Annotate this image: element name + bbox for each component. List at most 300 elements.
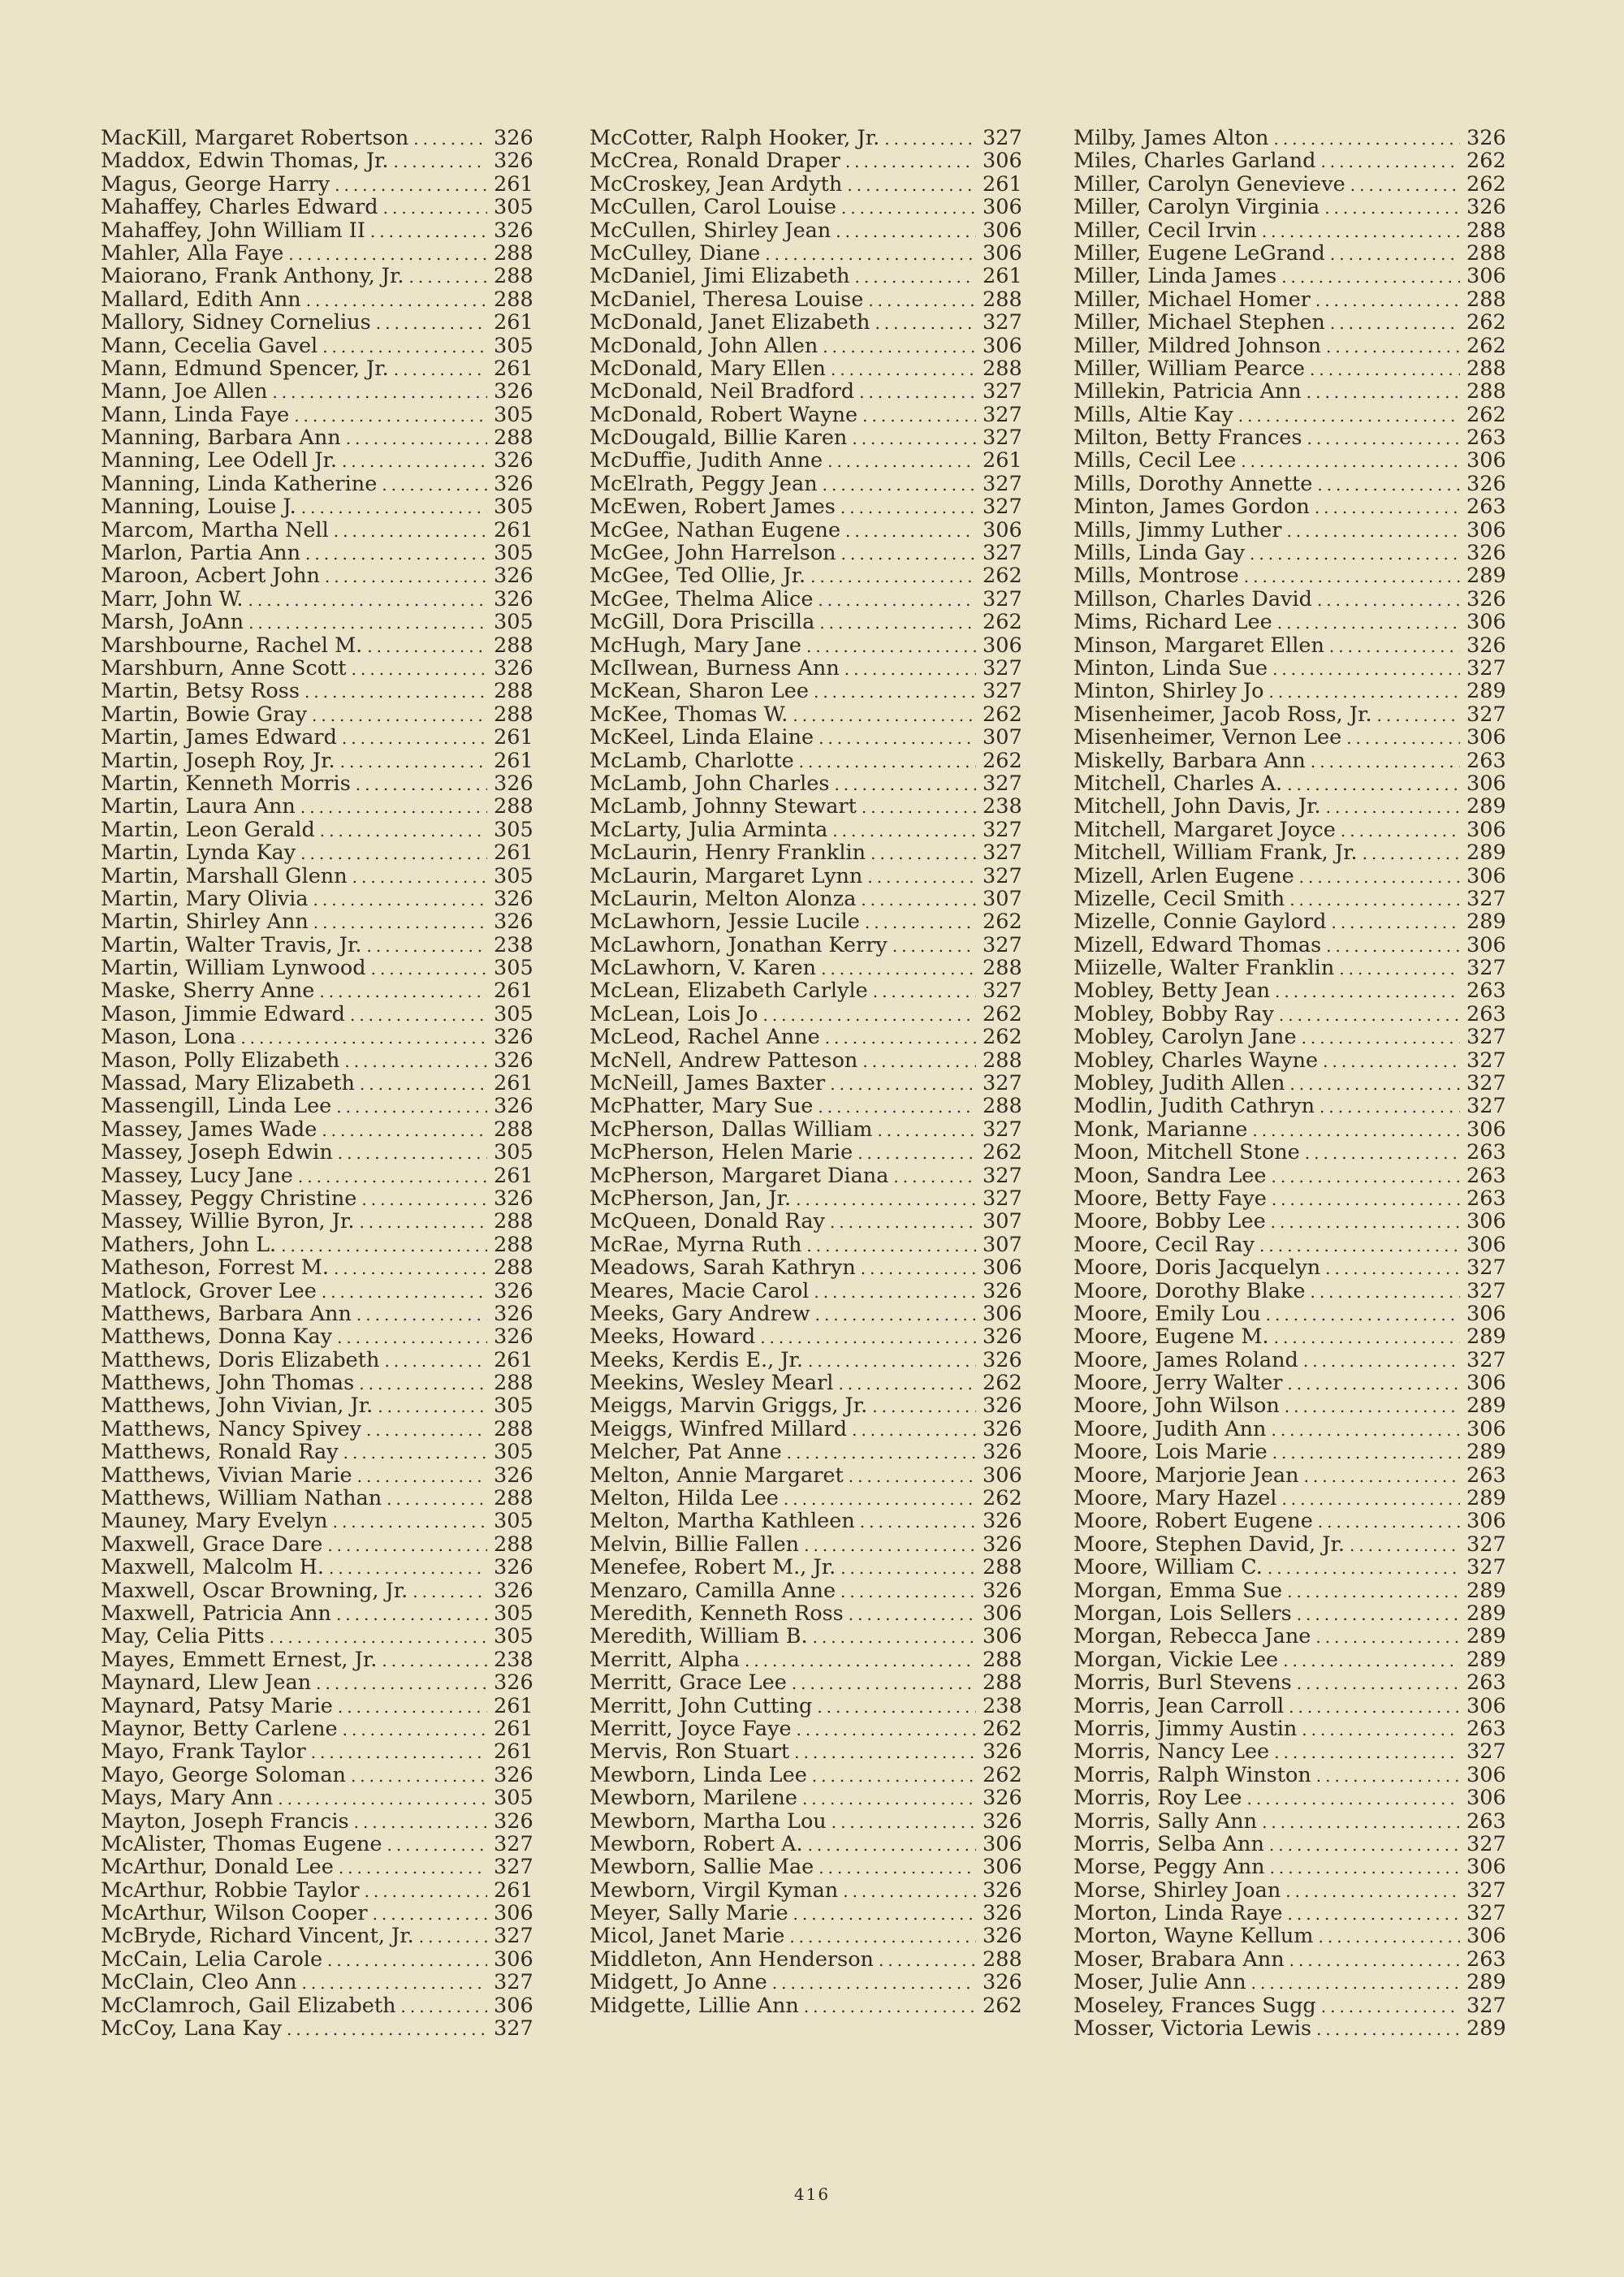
entry-name: Moser, Julie Ann	[1073, 1970, 1246, 1995]
dot-leader	[384, 1350, 487, 1372]
entry-page: 326	[983, 1877, 1022, 1903]
dot-leader	[335, 174, 487, 197]
entry-name: Mann, Cecelia Gavel	[101, 333, 318, 358]
index-entry	[590, 1325, 1021, 1348]
entry-name: Martin, Marshall Glenn	[101, 863, 348, 888]
index-entry	[590, 1925, 1021, 1947]
index-entry	[101, 404, 533, 426]
entry-name: Meyer, Sally Marie	[590, 1901, 788, 1926]
index-entry	[1073, 265, 1505, 287]
entry-page: 289	[1466, 1647, 1506, 1672]
dot-leader	[859, 381, 976, 404]
entry-name: Morton, Linda Raye	[1073, 1901, 1283, 1926]
entry-name: McDuffie, Judith Anne	[590, 448, 823, 473]
entry-name: Miller, Mildred Johnson	[1073, 333, 1322, 358]
entry-name: McDaniel, Theresa Louise	[590, 287, 864, 312]
dot-leader	[812, 1765, 976, 1787]
index-entry	[101, 1487, 533, 1510]
entry-page: 262	[983, 564, 1022, 589]
entry-name: McKean, Sharon Lee	[590, 679, 809, 704]
entry-page: 288	[494, 1209, 533, 1234]
entry-page: 289	[1466, 1486, 1506, 1511]
entry-name: McLamb, Johnny Stewart	[590, 794, 857, 819]
entry-page: 288	[983, 1555, 1022, 1580]
dot-leader	[1325, 1257, 1460, 1280]
entry-page: 326	[1466, 586, 1506, 611]
entry-page: 306	[983, 333, 1022, 358]
entry-name: Mayton, Joseph Francis	[101, 1808, 349, 1834]
entry-page: 261	[494, 1739, 533, 1765]
dot-leader	[789, 1925, 976, 1948]
index-entry	[590, 1856, 1021, 1878]
entry-page: 327	[1466, 1831, 1506, 1856]
entry-page: 306	[983, 1255, 1022, 1281]
dot-leader	[373, 1903, 487, 1925]
entry-name: Maiorano, Frank Anthony, Jr.	[101, 264, 404, 289]
entry-page: 326	[494, 1301, 533, 1326]
entry-name: Martin, Bowie Gray	[101, 702, 307, 727]
dot-leader	[366, 1419, 487, 1441]
index-entry	[1073, 380, 1505, 403]
entry-page: 263	[1466, 1163, 1506, 1188]
entry-name: McDonald, Mary Ellen	[590, 356, 826, 381]
dot-leader	[875, 312, 976, 335]
entry-name: Martin, Betsy Ross	[101, 679, 300, 704]
dot-leader	[287, 2018, 487, 2041]
dot-leader	[793, 704, 976, 727]
dot-leader	[834, 773, 976, 796]
entry-name: McCullen, Shirley Jean	[590, 218, 831, 243]
entry-name: Modlin, Judith Cathryn	[1073, 1094, 1315, 1119]
dot-leader	[831, 1811, 976, 1834]
dot-leader	[383, 197, 487, 219]
dot-leader	[796, 1188, 976, 1211]
entry-page: 326	[494, 1808, 533, 1834]
dot-leader	[1281, 1488, 1460, 1510]
entry-name: Mitchell, William Frank, Jr.	[1073, 840, 1358, 866]
entry-page: 307	[983, 725, 1022, 750]
dot-leader	[394, 358, 487, 381]
dot-leader	[857, 1142, 976, 1164]
index-entry	[101, 473, 533, 495]
index-entry	[101, 1026, 533, 1048]
entry-page: 327	[1466, 1877, 1506, 1903]
entry-name: McLean, Elizabeth Carlyle	[590, 979, 868, 1004]
dot-leader	[1299, 866, 1460, 888]
index-entry	[590, 865, 1021, 888]
index-entry	[101, 1602, 533, 1625]
index-column-3	[1073, 127, 1505, 2040]
dot-leader	[818, 1095, 976, 1118]
entry-name: Matthews, Ronald Ray	[101, 1440, 339, 1465]
dot-leader	[1269, 681, 1461, 703]
entry-page: 326	[494, 1762, 533, 1787]
entry-name: Matthews, William Nathan	[101, 1486, 382, 1511]
entry-page: 261	[494, 1163, 533, 1188]
dot-leader	[333, 1510, 487, 1533]
entry-page: 289	[1466, 679, 1506, 704]
dot-leader	[841, 197, 976, 219]
dot-leader	[849, 1603, 976, 1626]
dot-leader	[340, 750, 487, 773]
entry-page: 306	[1466, 610, 1506, 635]
dot-leader	[1304, 1465, 1460, 1488]
index-entry	[1073, 910, 1505, 933]
entry-page: 306	[1466, 817, 1506, 842]
dot-leader	[843, 1880, 976, 1903]
entry-page: 326	[983, 1970, 1022, 1995]
dot-leader	[1315, 496, 1460, 519]
entry-page: 306	[1466, 1693, 1506, 1718]
index-entry	[101, 1971, 533, 1994]
entry-name: McRae, Myrna Ruth	[590, 1232, 802, 1257]
index-entry	[1073, 1072, 1505, 1095]
dot-leader	[394, 150, 487, 173]
index-entry	[1073, 680, 1505, 702]
dot-leader	[1275, 980, 1460, 1003]
dot-leader	[378, 1395, 487, 1418]
index-entry	[1073, 1579, 1505, 1602]
entry-name: Mewborn, Linda Lee	[590, 1762, 807, 1787]
entry-page: 306	[1466, 1301, 1506, 1326]
dot-leader	[1272, 658, 1460, 681]
entry-name: Melcher, Pat Anne	[590, 1440, 782, 1465]
dot-leader	[270, 1626, 487, 1648]
entry-page: 326	[983, 1440, 1022, 1465]
entry-page: 263	[1466, 1463, 1506, 1488]
dot-leader	[1323, 1050, 1460, 1073]
dot-leader	[1251, 1972, 1460, 1994]
index-entry	[101, 703, 533, 726]
entry-page: 263	[1466, 979, 1506, 1004]
dot-leader	[861, 888, 976, 911]
dot-leader	[1350, 174, 1460, 197]
entry-name: Melton, Annie Margaret	[590, 1463, 844, 1488]
index-entry	[1073, 219, 1505, 242]
entry-page: 326	[983, 1393, 1022, 1419]
index-entry	[101, 634, 533, 657]
entry-name: Miller, Eugene LeGrand	[1073, 240, 1325, 266]
dot-leader	[862, 796, 976, 819]
dot-leader	[879, 1949, 976, 1972]
entry-name: Marcom, Martha Nell	[101, 517, 329, 542]
index-entry	[1073, 1141, 1505, 1164]
dot-leader	[1272, 1188, 1460, 1211]
dot-leader	[1272, 1441, 1460, 1464]
entry-page: 306	[983, 1831, 1022, 1856]
dot-leader	[316, 1672, 487, 1695]
index-entry	[1073, 1533, 1505, 1556]
dot-leader	[1307, 381, 1460, 404]
dot-leader	[354, 1811, 487, 1834]
dot-leader	[376, 312, 487, 335]
index-entry	[590, 726, 1021, 749]
entry-page: 263	[1466, 1670, 1506, 1696]
index-entry	[101, 1810, 533, 1833]
entry-page: 288	[983, 287, 1022, 312]
entry-name: Martin, Mary Olivia	[101, 886, 309, 911]
entry-page: 289	[1466, 1324, 1506, 1350]
entry-name: Miles, Charles Garland	[1073, 149, 1316, 174]
index-entry	[590, 519, 1021, 542]
dot-leader	[1326, 935, 1460, 957]
entry-page: 289	[1466, 840, 1506, 866]
entry-name: McBryde, Richard Vincent, Jr.	[101, 1924, 414, 1949]
entry-name: Massad, Mary Elizabeth	[101, 1071, 355, 1096]
entry-page: 326	[983, 1532, 1022, 1557]
dot-leader	[794, 1741, 976, 1764]
entry-name: Middleton, Ann Henderson	[590, 1946, 874, 1972]
index-entry	[101, 495, 533, 518]
index-entry	[590, 795, 1021, 818]
index-entry	[1073, 1303, 1505, 1325]
dot-leader	[1288, 1903, 1460, 1925]
entry-name: Mallory, Sidney Cornelius	[101, 310, 371, 335]
entry-page: 289	[1466, 564, 1506, 589]
dot-leader	[1302, 1718, 1460, 1741]
entry-page: 327	[1466, 956, 1506, 981]
dot-leader	[342, 450, 487, 473]
entry-name: Mizelle, Cecil Smith	[1073, 886, 1285, 911]
entry-page: 288	[494, 264, 533, 289]
entry-name: Mann, Joe Allen	[101, 379, 268, 404]
index-entry	[1073, 1556, 1505, 1579]
dot-leader	[1331, 911, 1460, 934]
entry-name: Morgan, Vickie Lee	[1073, 1647, 1279, 1672]
dot-leader	[845, 150, 976, 173]
dot-leader	[852, 1419, 976, 1441]
entry-page: 288	[983, 1094, 1022, 1119]
entry-page: 307	[983, 1209, 1022, 1234]
entry-page: 263	[1466, 1808, 1506, 1834]
index-entry	[590, 1533, 1021, 1556]
entry-name: McDaniel, Jimi Elizabeth	[590, 264, 850, 289]
entry-name: Martin, Lynda Kay	[101, 840, 296, 866]
index-entry	[590, 1671, 1021, 1694]
dot-leader	[387, 1834, 487, 1856]
entry-page: 288	[983, 1048, 1022, 1073]
dot-leader	[810, 565, 976, 588]
entry-page: 326	[494, 1278, 533, 1303]
entry-page: 327	[983, 471, 1022, 496]
entry-name: Morris, Nancy Lee	[1073, 1739, 1270, 1765]
entry-page: 261	[494, 725, 533, 750]
entry-name: Mason, Jimmie Edward	[101, 1001, 345, 1026]
dot-leader	[327, 1534, 487, 1557]
entry-page: 326	[494, 886, 533, 911]
entry-page: 288	[494, 1371, 533, 1396]
dot-leader	[818, 589, 976, 611]
index-entry	[101, 1464, 533, 1487]
index-entry	[101, 380, 533, 403]
entry-page: 288	[1466, 240, 1506, 266]
entry-name: Matthews, John Thomas	[101, 1371, 355, 1396]
dot-leader	[841, 542, 976, 565]
index-entry	[1073, 473, 1505, 495]
entry-name: McGee, Nathan Eugene	[590, 517, 841, 542]
index-entry	[101, 888, 533, 910]
entry-page: 326	[494, 1025, 533, 1050]
dot-leader	[294, 404, 487, 427]
entry-name: Martin, Laura Ann	[101, 794, 296, 819]
entry-page: 261	[494, 356, 533, 381]
dot-leader	[352, 866, 487, 888]
index-entry	[590, 196, 1021, 218]
dot-leader	[804, 1534, 976, 1557]
entry-name: McPhatter, Mary Sue	[590, 1094, 814, 1119]
dot-leader	[302, 1972, 487, 1994]
index-entry	[101, 957, 533, 979]
entry-page: 326	[494, 448, 533, 473]
dot-leader	[320, 819, 487, 842]
index-entry	[101, 335, 533, 357]
entry-page: 262	[983, 1371, 1022, 1396]
index-entry	[1073, 1187, 1505, 1210]
entry-name: Miller, Cecil Irvin	[1073, 218, 1257, 243]
index-entry	[1073, 2017, 1505, 2040]
dot-leader	[278, 1787, 487, 1810]
entry-page: 305	[494, 956, 533, 981]
entry-name: McDougald, Billie Karen	[590, 426, 848, 451]
entry-page: 326	[494, 218, 533, 243]
entry-name: Micol, Janet Marie	[590, 1924, 785, 1949]
entry-name: McGill, Dora Priscilla	[590, 610, 815, 635]
entry-page: 288	[494, 702, 533, 727]
dot-leader	[855, 266, 976, 288]
dot-leader	[1286, 520, 1460, 542]
index-entry	[590, 819, 1021, 841]
index-entry	[590, 564, 1021, 587]
dot-leader	[336, 1603, 487, 1626]
entry-name: McElrath, Peggy Jean	[590, 471, 818, 496]
index-entry	[1073, 888, 1505, 910]
dot-leader	[365, 1880, 487, 1903]
index-entry	[1073, 1049, 1505, 1072]
dot-leader	[367, 935, 487, 957]
index-entry	[590, 1510, 1021, 1532]
dot-leader	[1305, 1142, 1460, 1164]
entry-name: Moore, Dorothy Blake	[1073, 1278, 1306, 1303]
dot-leader	[852, 427, 976, 450]
index-entry	[101, 1280, 533, 1303]
index-entry	[101, 173, 533, 196]
index-entry	[1073, 1994, 1505, 2017]
entry-name: Mathers, John L.	[101, 1232, 277, 1257]
entry-page: 327	[1466, 1255, 1506, 1281]
index-entry	[101, 795, 533, 818]
index-entry	[1073, 149, 1505, 172]
entry-name: Miller, Michael Stephen	[1073, 310, 1325, 335]
entry-page: 327	[1466, 1025, 1506, 1050]
entry-page: 306	[1466, 1209, 1506, 1234]
dot-leader	[825, 1026, 976, 1049]
index-entry	[590, 357, 1021, 380]
entry-name: Mahaffey, Charles Edward	[101, 195, 378, 220]
entry-page: 238	[983, 1693, 1022, 1718]
dot-leader	[334, 520, 487, 542]
entry-name: Mayo, George Soloman	[101, 1762, 346, 1787]
entry-page: 262	[1466, 149, 1506, 174]
index-entry	[590, 634, 1021, 657]
index-entry	[101, 1717, 533, 1740]
dot-leader	[1274, 1741, 1460, 1764]
entry-name: Mills, Montrose	[1073, 564, 1239, 589]
entry-page: 263	[1466, 1946, 1506, 1972]
entry-page: 327	[983, 979, 1022, 1004]
entry-page: 306	[983, 195, 1022, 220]
entry-name: Morgan, Lois Sellers	[1073, 1601, 1292, 1626]
index-entry	[101, 242, 533, 265]
entry-page: 327	[983, 126, 1022, 150]
entry-name: Morris, Roy Lee	[1073, 1786, 1242, 1811]
entry-name: Maxwell, Grace Dare	[101, 1532, 323, 1557]
entry-page: 305	[494, 1786, 533, 1811]
dot-leader	[1320, 1095, 1460, 1118]
entry-name: McArthur, Donald Lee	[101, 1855, 334, 1880]
entry-page: 327	[983, 402, 1022, 427]
index-entry	[590, 1349, 1021, 1372]
index-entry	[1073, 1948, 1505, 1971]
index-entry	[1073, 1602, 1505, 1625]
entry-page: 289	[1466, 1393, 1506, 1419]
entry-name: Mason, Polly Elizabeth	[101, 1048, 340, 1073]
entry-name: McCrea, Ronald Draper	[590, 149, 840, 174]
index-entry	[101, 1948, 533, 1971]
entry-name: Mobley, Charles Wayne	[1073, 1048, 1319, 1073]
index-entry	[590, 957, 1021, 979]
entry-name: McLeod, Rachel Anne	[590, 1025, 820, 1050]
entry-name: Matlock, Grover Lee	[101, 1278, 317, 1303]
index-entry	[101, 1187, 533, 1210]
entry-name: McLarty, Julia Arminta	[590, 817, 828, 842]
dot-leader	[1283, 1649, 1460, 1672]
entry-name: Manning, Barbara Ann	[101, 426, 341, 451]
entry-name: Massey, Peggy Christine	[101, 1186, 357, 1211]
index-entry	[101, 519, 533, 542]
entry-page: 261	[983, 448, 1022, 473]
dot-leader	[343, 1718, 487, 1741]
entry-page: 327	[494, 1970, 533, 1995]
index-entry	[590, 1372, 1021, 1394]
dot-leader	[813, 1626, 976, 1648]
index-entry	[590, 1487, 1021, 1510]
dot-leader	[823, 473, 976, 496]
entry-name: Maxwell, Malcolm H.	[101, 1555, 325, 1580]
entry-page: 262	[983, 910, 1022, 935]
dot-leader	[370, 220, 487, 243]
index-entry	[590, 1118, 1021, 1141]
index-entry	[590, 1210, 1021, 1233]
dot-leader	[319, 980, 487, 1003]
index-entry	[1073, 1164, 1505, 1187]
entry-name: Mills, Cecil Lee	[1073, 448, 1237, 473]
entry-page: 326	[494, 1670, 533, 1696]
index-entry	[590, 1418, 1021, 1441]
dot-leader	[288, 243, 487, 266]
index-entry	[1073, 1971, 1505, 1994]
dot-leader	[1339, 957, 1460, 980]
entry-name: Matheson, Forrest M.	[101, 1255, 329, 1281]
entry-name: Marr, John W.	[101, 586, 244, 611]
dot-leader	[1320, 150, 1460, 173]
index-entry	[1073, 657, 1505, 680]
entry-name: Meeks, Kerdis E., Jr.	[590, 1347, 804, 1372]
entry-page: 261	[494, 171, 533, 197]
entry-name: Mims, Richard Lee	[1073, 610, 1272, 635]
index-entry	[101, 1003, 533, 1026]
entry-page: 326	[494, 149, 533, 174]
dot-leader	[1271, 1211, 1460, 1234]
